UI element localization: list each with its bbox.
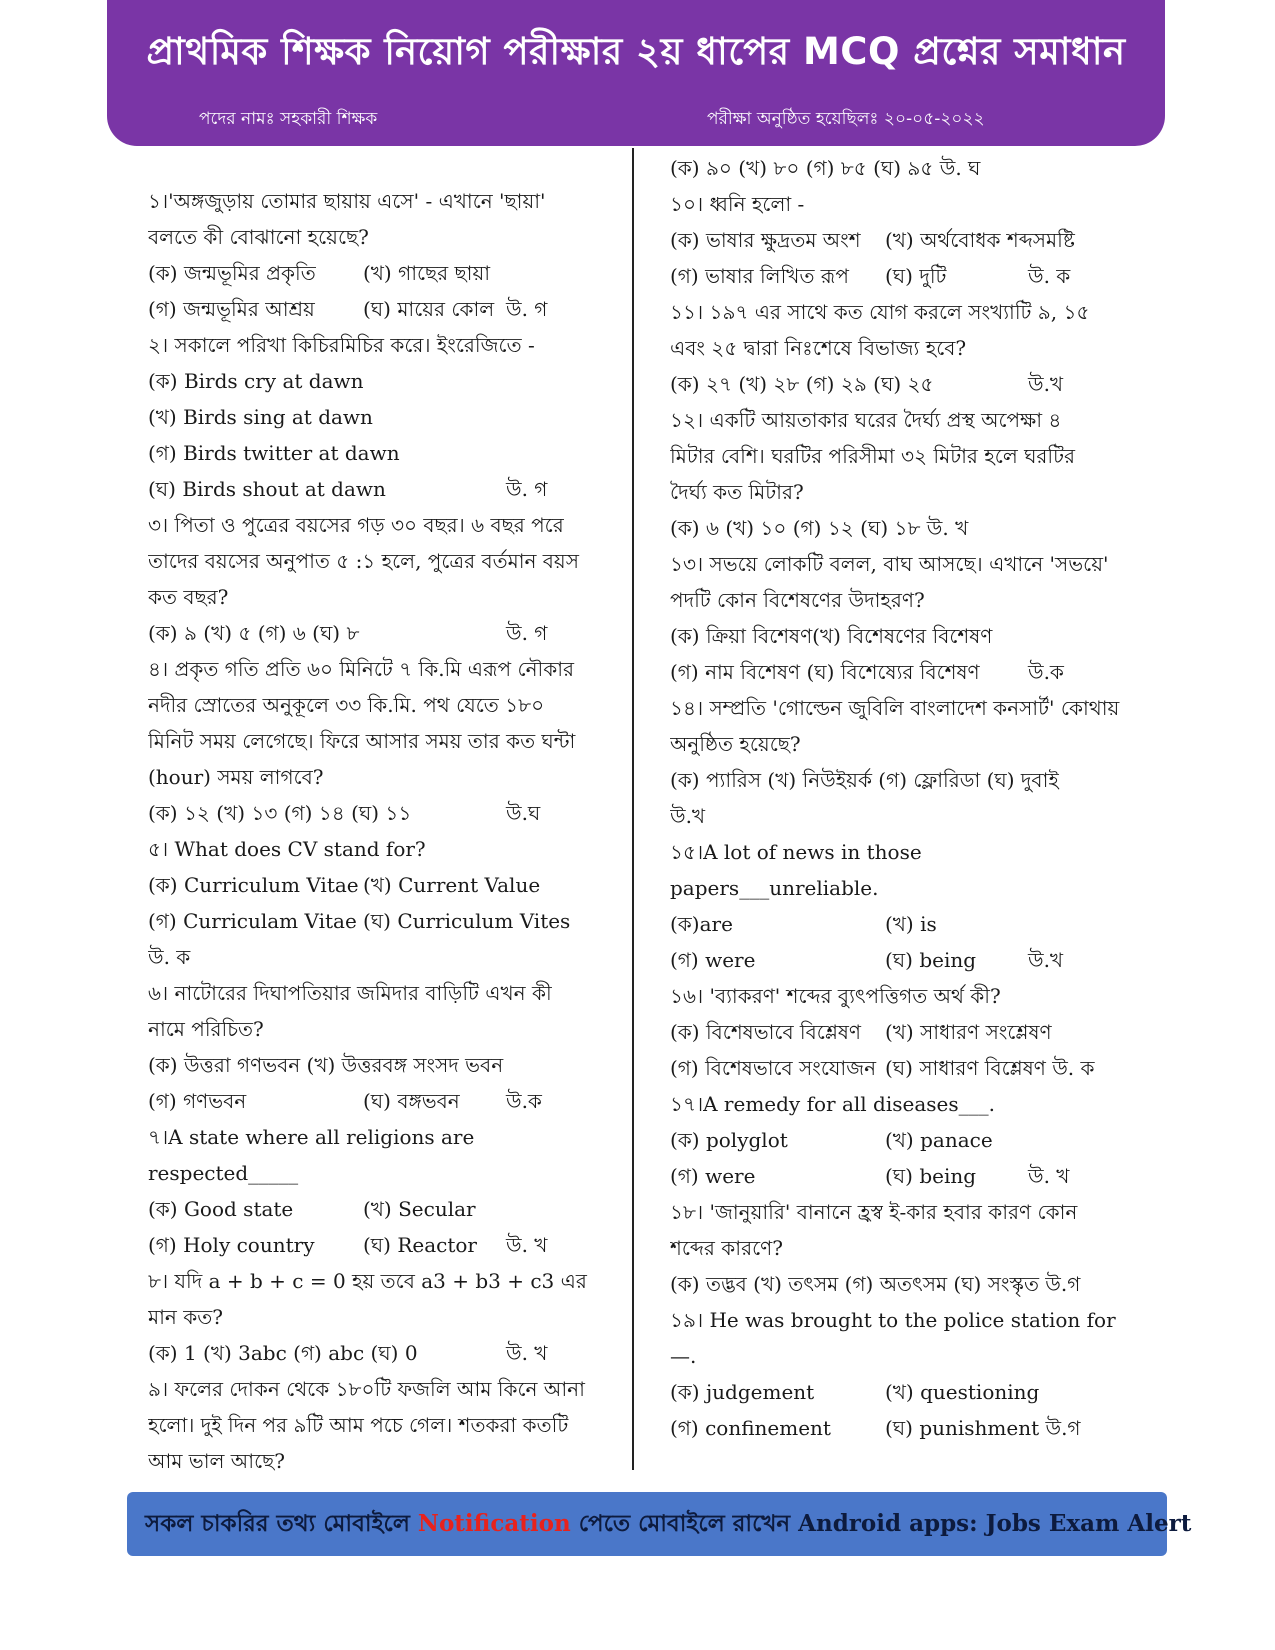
question-line: [148, 615, 618, 651]
line-segment: (ক) তদ্ভব (খ) তৎসম (গ) অতৎসম (ঘ) সংস্কৃত উ.গ: [670, 1272, 1081, 1296]
question-line: [670, 1014, 1140, 1050]
line-segment: (গ) Birds twitter at dawn: [148, 441, 400, 465]
question-line: [670, 942, 1140, 978]
line-segment: অনুষ্ঠিত হয়েছে?: [670, 732, 801, 756]
line-segment: কত বছর?: [148, 585, 229, 609]
question-line: [670, 366, 1140, 402]
question-line: [670, 294, 1140, 330]
line-segment: ৭।A state where all religions are: [148, 1125, 475, 1149]
question-line: [148, 831, 618, 867]
question-line: [670, 258, 1140, 294]
question-line: [148, 255, 618, 291]
question-line: [148, 867, 618, 903]
line-segment: (ঘ) বঙ্গভবন: [363, 1089, 460, 1113]
line-segment: (ঘ) সাধারণ বিশ্লেষণ উ. ক: [885, 1056, 1095, 1080]
line-segment: উ. খ: [1028, 1164, 1070, 1188]
question-line: [148, 1227, 618, 1263]
line-segment: উ.খ: [670, 804, 706, 828]
question-line: [670, 402, 1140, 438]
question-line: [148, 723, 618, 759]
line-segment: মান কত?: [148, 1305, 223, 1329]
question-line: [148, 1263, 618, 1299]
line-segment: উ. গ: [506, 477, 548, 501]
question-line: [670, 1338, 1140, 1374]
line-segment: (ক)are: [670, 912, 733, 936]
line-segment: ১৭।A remedy for all diseases___.: [670, 1092, 995, 1116]
line-segment: ৪। প্রকৃত গতি প্রতি ৬০ মিনিটে ৭ কি.মি এরূপ নৌকার: [148, 657, 575, 681]
post-name: পদের নামঃ সহকারী শিক্ষক: [199, 109, 378, 129]
line-segment: ২। সকালে পরিখা কিচিরমিচির করে। ইংরেজিতে -: [148, 333, 535, 357]
question-line: [148, 1191, 618, 1227]
question-line: [148, 435, 618, 471]
line-segment: (গ) were: [670, 948, 756, 972]
line-segment: (ঘ) Reactor: [363, 1233, 477, 1257]
question-line: [148, 687, 618, 723]
question-line: [148, 651, 618, 687]
question-line: [148, 903, 618, 939]
question-line: [670, 150, 1140, 186]
line-segment: (ক) জন্মভূমির প্রকৃতি: [148, 261, 316, 285]
question-line: [148, 327, 618, 363]
line-segment: ৮। যদি a + b + c = 0 হয় তবে a3 + b3 + c3 এর: [148, 1269, 587, 1293]
question-line: [670, 1266, 1140, 1302]
question-line: [670, 222, 1140, 258]
question-line: [670, 690, 1140, 726]
line-segment: উ. গ: [506, 297, 548, 321]
line-segment: (খ) Current Value: [363, 873, 541, 897]
line-segment: ১৫।A lot of news in those: [670, 840, 922, 864]
line-segment: (ক) ২৭ (খ) ২৮ (গ) ২৯ (ঘ) ২৫: [670, 372, 934, 396]
line-segment: (খ) গাছের ছায়া: [363, 261, 491, 285]
line-segment: ৫। What does CV stand for?: [148, 837, 426, 861]
column-divider: [632, 148, 634, 1470]
question-line: [148, 1371, 618, 1407]
line-segment: মিনিট সময় লেগেছে। ফিরে আসার সময় তার কত ঘন্টা: [148, 729, 576, 753]
question-line: [670, 978, 1140, 1014]
line-segment: (খ) panace: [885, 1128, 993, 1152]
line-segment: নামে পরিচিত?: [148, 1017, 264, 1041]
line-segment: তাদের বয়সের অনুপাত ৫ :১ হলে, পুত্রের বর্তমান বয়স: [148, 549, 579, 573]
line-segment: হলো। দুই দিন পর ৯টি আম পচে গেল। শতকরা কতটি: [148, 1413, 569, 1437]
question-line: [670, 582, 1140, 618]
line-segment: ৩। পিতা ও পুত্রের বয়সের গড় ৩০ বছর। ৬ বছর পরে: [148, 513, 564, 537]
question-line: [670, 546, 1140, 582]
line-segment: ১০। ধ্বনি হলো -: [670, 192, 805, 216]
line-segment: ৬। নাটোরের দিঘাপতিয়ার জমিদার বাড়িটি এখন কী: [148, 981, 552, 1005]
line-segment: —.: [670, 1344, 697, 1368]
question-line: [670, 834, 1140, 870]
question-line: [670, 1194, 1140, 1230]
line-segment: (ক) Good state: [148, 1197, 294, 1221]
line-segment: papers___unreliable.: [670, 876, 879, 900]
line-segment: (ক) judgement: [670, 1380, 815, 1404]
line-segment: (ক) ৯ (খ) ৫ (গ) ৬ (ঘ) ৮: [148, 621, 360, 645]
line-segment: উ.খ: [1028, 372, 1064, 396]
line-segment: (গ) confinement: [670, 1416, 831, 1440]
exam-date: পরীক্ষা অনুষ্ঠিত হয়েছিলঃ ২০-০৫-২০২২: [707, 109, 985, 129]
line-segment: (গ) নাম বিশেষণ (ঘ) বিশেষ্যের বিশেষণ: [670, 660, 980, 684]
header-banner: [107, 0, 1165, 146]
question-line: [148, 399, 618, 435]
question-line: [148, 507, 618, 543]
line-segment: (ক) উত্তরা গণভবন (খ) উত্তরবঙ্গ সংসদ ভবন: [148, 1053, 504, 1077]
line-segment: (ঘ) মায়ের কোল: [363, 297, 495, 321]
left-column: [148, 183, 618, 1479]
line-segment: (ঘ) Curriculum Vites: [363, 909, 571, 933]
right-column: [670, 150, 1140, 1446]
line-segment: শব্দের কারণে?: [670, 1236, 783, 1260]
question-line: [670, 510, 1140, 546]
line-segment: (খ) সাধারণ সংশ্লেষণ: [885, 1020, 1052, 1044]
question-line: [148, 363, 618, 399]
question-line: [148, 1047, 618, 1083]
question-line: [670, 906, 1140, 942]
line-segment: নদীর স্রোতের অনুকূলে ৩৩ কি.মি. পথ যেতে ১৮০: [148, 693, 545, 717]
line-segment: (ক) ক্রিয়া বিশেষণ(খ) বিশেষণের বিশেষণ: [670, 624, 993, 648]
line-segment: উ. খ: [506, 1233, 548, 1257]
line-segment: (ঘ) দুটি: [885, 264, 947, 288]
line-segment: (ক) Curriculum Vitae: [148, 873, 359, 897]
question-line: [670, 654, 1140, 690]
question-line: [148, 579, 618, 615]
question-line: [148, 543, 618, 579]
question-line: [148, 1407, 618, 1443]
question-line: [148, 1083, 618, 1119]
question-line: [148, 471, 618, 507]
line-segment: (ঘ) punishment উ.গ: [885, 1416, 1081, 1440]
question-line: [148, 759, 618, 795]
line-segment: উ. গ: [506, 621, 548, 645]
question-line: [670, 798, 1140, 834]
line-segment: ১৪। সম্প্রতি 'গোল্ডেন জুবিলি বাংলাদেশ কনসার্ট' কোথায়: [670, 696, 1120, 720]
question-line: [670, 1158, 1140, 1194]
line-segment: দৈর্ঘ্য কত মিটার?: [670, 480, 804, 504]
line-segment: ৯। ফলের দোকন থেকে ১৮০টি ফজলি আম কিনে আনা: [148, 1377, 585, 1401]
question-line: [670, 762, 1140, 798]
line-segment: উ.ক: [506, 1089, 542, 1113]
line-segment: (গ) ভাষার লিখিত রূপ: [670, 264, 849, 288]
line-segment: (ঘ) being: [885, 1164, 977, 1188]
line-segment: (খ) questioning: [885, 1380, 1040, 1404]
line-segment: ১১। ১৯৭ এর সাথে কত যোগ করলে সংখ্যাটি ৯, ১৫: [670, 300, 1090, 324]
question-line: [670, 1302, 1140, 1338]
line-segment: (ঘ) Birds shout at dawn: [148, 477, 386, 501]
line-segment: (ক) বিশেষভাবে বিশ্লেষণ: [670, 1020, 861, 1044]
line-segment: (গ) জন্মভূমির আশ্রয়: [148, 297, 315, 321]
line-segment: উ.ক: [1028, 660, 1064, 684]
footer-banner: [127, 1492, 1192, 1556]
line-segment: (ক) ১২ (খ) ১৩ (গ) ১৪ (ঘ) ১১: [148, 801, 412, 825]
line-segment: ১।'অঙ্গজুড়ায় তোমার ছায়ায় এসে' - এখানে 'ছায়া': [148, 189, 546, 213]
line-segment: (ক) polyglot: [670, 1128, 788, 1152]
question-line: [670, 438, 1140, 474]
question-line: [148, 1335, 618, 1371]
question-line: [670, 618, 1140, 654]
question-line: [148, 1443, 618, 1479]
question-line: [148, 183, 618, 219]
question-line: [148, 939, 618, 975]
question-line: [148, 1119, 618, 1155]
footer-text-1: সকল চাকরির তথ্য মোবাইলে: [145, 1510, 418, 1537]
question-line: [670, 1050, 1140, 1086]
line-segment: (গ) Curriculam Vitae: [148, 909, 357, 933]
line-segment: উ. ক: [148, 945, 191, 969]
question-line: [670, 186, 1140, 222]
page-title: প্রাথমিক শিক্ষক নিয়োগ পরীক্ষার ২য় ধাপের MCQ প্রশ্নের সমাধান: [146, 30, 1126, 73]
line-segment: বলতে কী বোঝানো হয়েছে?: [148, 225, 369, 249]
line-segment: ১৯। He was brought to the police station for: [670, 1308, 1116, 1332]
footer-notification: Notification: [417, 1510, 571, 1537]
line-segment: (ক) ভাষার ক্ষুদ্রতম অংশ: [670, 228, 861, 252]
line-segment: পদটি কোন বিশেষণের উদাহরণ?: [670, 588, 925, 612]
line-segment: (গ) গণভবন: [148, 1089, 247, 1113]
question-line: [148, 219, 618, 255]
question-line: [670, 474, 1140, 510]
line-segment: (ক) ৯০ (খ) ৮০ (গ) ৮৫ (ঘ) ৯৫ উ. ঘ: [670, 156, 981, 180]
question-line: [670, 870, 1140, 906]
line-segment: (গ) বিশেষভাবে সংযোজন: [670, 1056, 877, 1080]
line-segment: (ক) ৬ (খ) ১০ (গ) ১২ (ঘ) ১৮ উ. খ: [670, 516, 969, 540]
line-segment: এবং ২৫ দ্বারা নিঃশেষে বিভাজ্য হবে?: [670, 336, 967, 360]
question-line: [670, 1374, 1140, 1410]
question-line: [148, 291, 618, 327]
question-line: [148, 1011, 618, 1047]
question-line: [670, 1086, 1140, 1122]
question-line: [148, 795, 618, 831]
footer-text-2: পেতে মোবাইলে রাখেন Android apps: Jobs Exam Alert: [570, 1510, 1192, 1537]
line-segment: (ঘ) being: [885, 948, 977, 972]
line-segment: আম ভাল আছে?: [148, 1449, 285, 1473]
question-line: [670, 1122, 1140, 1158]
question-line: [670, 726, 1140, 762]
line-segment: ১২। একটি আয়তাকার ঘরের দৈর্ঘ্য প্রস্থ অপেক্ষা ৪: [670, 408, 1062, 432]
line-segment: (খ) অর্থবোধক শব্দসমষ্টি: [885, 228, 1075, 252]
line-segment: উ. ক: [1028, 264, 1071, 288]
question-line: [148, 1299, 618, 1335]
line-segment: (খ) Birds sing at dawn: [148, 405, 373, 429]
line-segment: (ক) Birds cry at dawn: [148, 369, 364, 393]
question-line: [670, 1230, 1140, 1266]
line-segment: (hour) সময় লাগবে?: [148, 765, 324, 789]
question-line: [670, 1410, 1140, 1446]
line-segment: ১৬। 'ব্যাকরণ' শব্দের ব্যুৎপত্তিগত অর্থ কী?: [670, 984, 1001, 1008]
line-segment: (গ) Holy country: [148, 1233, 315, 1257]
line-segment: উ.খ: [1028, 948, 1064, 972]
line-segment: ১৮। 'জানুয়ারি' বানানে হ্রস্ব ই-কার হবার কারণ কোন: [670, 1200, 1078, 1224]
line-segment: (ক) 1 (খ) 3abc (গ) abc (ঘ) 0: [148, 1341, 418, 1365]
line-segment: respected_____: [148, 1161, 299, 1185]
line-segment: (খ) is: [885, 912, 937, 936]
line-segment: (গ) were: [670, 1164, 756, 1188]
line-segment: মিটার বেশি। ঘরটির পরিসীমা ৩২ মিটার হলে ঘরটির: [670, 444, 1076, 468]
question-line: [148, 1155, 618, 1191]
question-line: [670, 330, 1140, 366]
question-line: [148, 975, 618, 1011]
line-segment: উ. খ: [506, 1341, 548, 1365]
line-segment: (ক) প্যারিস (খ) নিউইয়র্ক (গ) ফ্লোরিডা (ঘ) দুবাই: [670, 768, 1059, 792]
line-segment: (খ) Secular: [363, 1197, 476, 1221]
line-segment: উ.ঘ: [506, 801, 541, 825]
line-segment: ১৩। সভয়ে লোকটি বলল, বাঘ আসছে। এখানে 'সভয়ে': [670, 552, 1109, 576]
